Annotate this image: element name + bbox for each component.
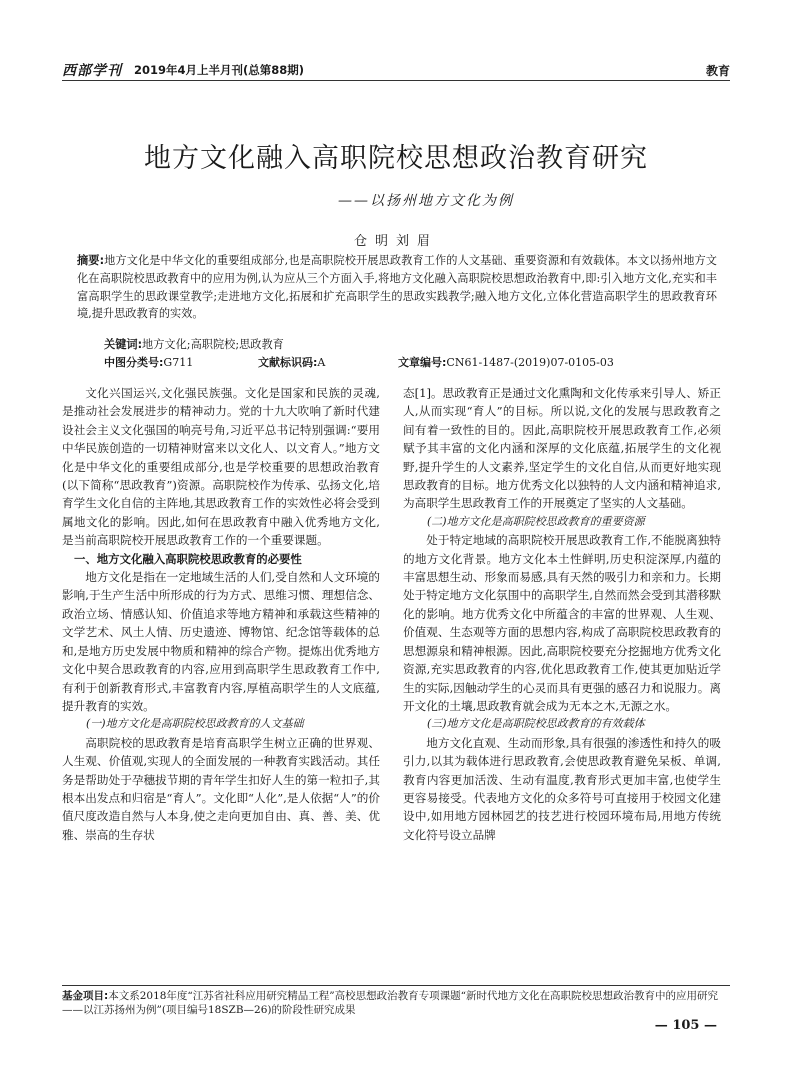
keywords-label: 关键词:: [104, 338, 143, 351]
body-column-left: [62, 384, 380, 844]
running-header: [62, 60, 730, 80]
doc-value: A: [317, 356, 326, 369]
article-subtitle: ——以扬州地方文化为例: [338, 193, 514, 209]
clc-value: G711: [163, 356, 194, 369]
section-heading: (三)地方文化是高职院校思政教育的有效载体: [427, 717, 645, 731]
journal-logo: 西部学刊: [62, 63, 122, 79]
article-number: [398, 354, 614, 370]
document-code: [258, 354, 325, 370]
footnote-divider: [62, 985, 730, 986]
article-value: CN61-1487-(2019)07-0105-03: [446, 356, 614, 369]
keywords-text: 地方文化;高职院校;思政教育: [142, 338, 284, 351]
abstract: [77, 252, 717, 323]
section-heading: (一)地方文化是高职院校思政教育的人文基础: [86, 717, 304, 731]
doc-label: 文献标识码:: [258, 356, 318, 369]
body-paragraph: 地方文化是指在一定地域生活的人们,受自然和人文环境的影响,于生产生活中所形成的行为方式、思维习惯、理想信念、政治立场、情感认知、价值追求等地方精神和承载这些精神的文学艺术、风土人情、历史遗迹、博物馆、纪念馆等载体的总和,是地方历史发展中物质和精神的综合产物。提炼出优秀地方文化中契合思政教育的内容,应用到高职学生思政教育工作中,有利于创新教育形式,丰富教育内容,厚植高职学生的人文底蕴,提升教育的实效。: [62, 570, 380, 713]
section-heading: (二)地方文化是高职院校思政教育的重要资源: [427, 514, 645, 528]
abstract-label: 摘要:: [77, 254, 105, 267]
clc-number: [104, 354, 193, 370]
article-title: 地方文化融入高职院校思想政治教育研究: [144, 143, 648, 174]
body-paragraph: 文化兴国运兴,文化强民族强。文化是国家和民族的灵魂,是推动社会发展进步的精神动力。党的十九大吹响了新时代建设社会主义文化强国的响亮号角,习近平总书记特别强调:“要用中华民族创造的一切精神财富来以文化人、以文育人。”地方文化是中华文化的重要组成部分,也是学校重要的思想政治教育(以下简称“思政教育”)资源。高职院校作为传承、弘扬文化,培育学生文化自信的主阵地,其思政教育工作的实效性必将会受到属地文化的影响。因此,如何在思政教育中融入优秀地方文化,是当前高职院校开展思政教育工作的一个重要课题。: [62, 386, 380, 548]
page-number: — 105 —: [654, 1018, 717, 1033]
footnote: [62, 990, 730, 1017]
clc-label: 中图分类号:: [104, 356, 164, 369]
abstract-text: 地方文化是中华文化的重要组成部分,也是高职院校开展思政教育工作的人文基础、重要资源和有效载体。本文以扬州地方文化在高职院校思政教育中的应用为例,认为应从三个方面入手,将地方文化融入高职院校思想政治教育中,即:引入地方文化,充实和丰富高职学生的思政课堂教学;走进地方文化,拓展和扩充高职学生的思政实践教学;融入地方文化,立体化营造高职学生的思政教育环境,提升思政教育的实效。: [77, 254, 717, 321]
section-tag: 教育: [705, 64, 730, 78]
issue-info: 2019年4月上半月刊(总第88期): [134, 63, 305, 77]
footnote-label: 基金项目:: [62, 990, 109, 1002]
article-label: 文章编号:: [398, 356, 447, 369]
keywords: [104, 336, 284, 352]
section-heading: 一、地方文化融入高职院校思政教育的必要性: [74, 551, 302, 566]
footnote-text: 本文系2018年度“江苏省社科应用研究精品工程”高校思想政治教育专项课题“新时代地方文化在高职院校思想政治教育中的应用研究——以江苏扬州为例”(项目编号18SZB—26)的阶段性研究成果: [62, 990, 719, 1016]
body-paragraph: 态[1]。思政教育正是通过文化熏陶和文化传承来引导人、矫正人,从而实现“育人”的目标。所以说,文化的发展与思政教育之间有着一致性的目的。因此,高职院校开展思政教育工作,必须赋予其丰富的文化内涵和深厚的文化底蕴,拓展学生的文化视野,提升学生的人文素养,坚定学生的文化自信,从而更好地实现思政教育的目标。地方优秀文化以独特的人文内涵和精神追求,为高职学生思政教育工作的开展奠定了坚实的人文基础。: [403, 386, 721, 511]
header-divider: [62, 80, 730, 81]
body-paragraph: 高职院校的思政教育是培育高职学生树立正确的世界观、人生观、价值观,实现人的全面发展的一种教育实践活动。其任务是帮助处于孕穗拔节期的青年学生扣好人生的第一粒扣子,其根本出发点和归宿是“育人”。文化即“人化”,是人依据“人”的价值尺度改造自然与人本身,使之走向更加自由、真、善、美、优雅、崇高的生存状: [62, 735, 380, 842]
body-paragraph: 地方文化直观、生动而形象,具有很强的渗透性和持久的吸引力,以其为载体进行思政教育,会使思政教育避免呆板、单调,教育内容更加活泼、生动有温度,教育形式更加丰富,也使学生更容易接受。代表地方文化的众多符号可直接用于校园文化建设中,如用地方园林园艺的技艺进行校园环境布局,用地方传统文化符号设立品牌: [403, 735, 721, 842]
authors: 仓明刘眉: [353, 234, 438, 249]
body-column-right: [403, 384, 721, 844]
body-paragraph: 处于特定地域的高职院校开展思政教育工作,不能脱离独特的地方文化背景。地方文化本土性鲜明,历史积淀深厚,内蕴的丰富思想生动、形象而易感,具有天然的吸引力和亲和力。长期处于特定地方文化氛围中的高职学生,自然而然会受到其潜移默化的影响。地方优秀文化中所蕴含的丰富的世界观、人生观、价值观、生态观等方面的思想内容,构成了高职院校思政教育的思想源泉和精神根源。因此,高职院校要充分挖掘地方优秀文化资源,充实思政教育的内容,优化思政教育工作,使其更加贴近学生的实际,因触动学生的心灵而具有更强的感召力和说服力。离开文化的土壤,思政教育就会成为无本之木,无源之水。: [403, 533, 721, 713]
